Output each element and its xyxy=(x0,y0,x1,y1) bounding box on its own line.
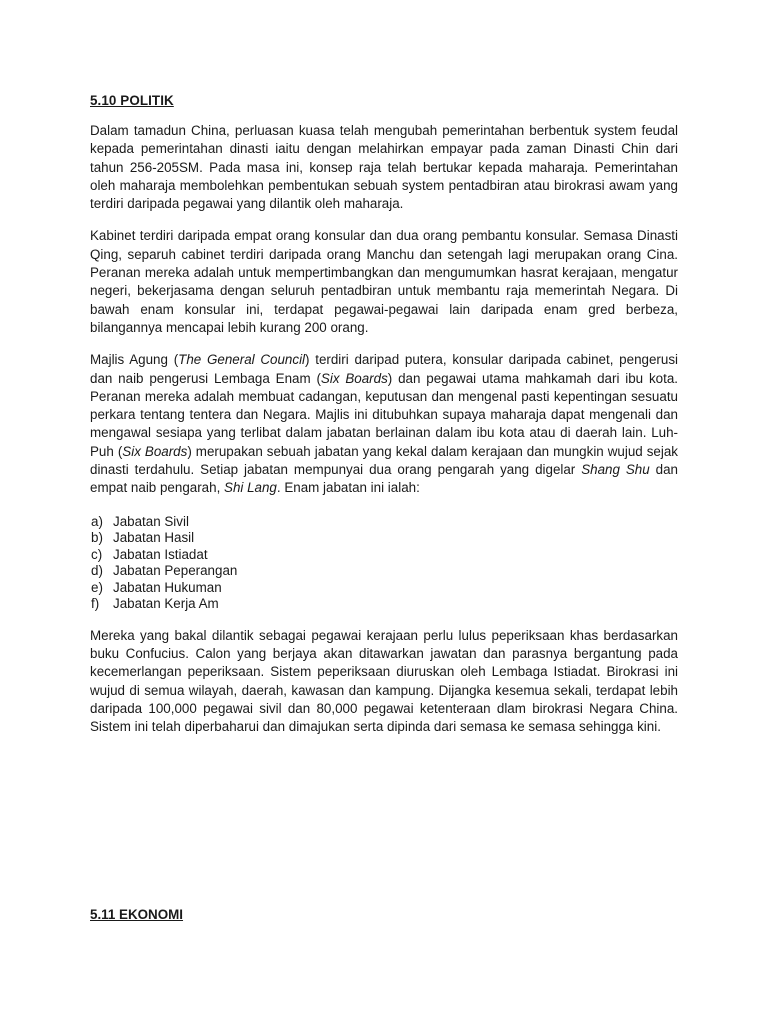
section-heading-ekonomi: 5.11 EKONOMI xyxy=(90,907,184,922)
paragraph-3-text: . Enam jabatan ini ialah: xyxy=(276,480,420,496)
paragraph-3-italic: Six Boards xyxy=(122,443,188,459)
paragraph-3-italic: Shi Lang xyxy=(224,480,277,496)
list-marker: d ) xyxy=(90,563,113,580)
paragraph-3-text: Majlis Agung ( xyxy=(90,352,179,368)
list-item xyxy=(90,563,678,580)
paragraph-3-text: dan empat naib pengarah, xyxy=(90,462,679,496)
paragraph-3-text: ) merupakan sebuah jabatan yang kekal dalam kerajaan dan mungkin wujud sejak dinasti terdahulu. Setiap jabatan mempunyai dua orang pengarah yang digelar xyxy=(90,443,678,478)
paragraph-3-text: ) terdiri daripad putera, konsular daripada cabinet, pengerusi dan naib pengerusi Lembaga Enam ( xyxy=(90,352,678,386)
list-item xyxy=(90,580,678,597)
list-marker: b ) xyxy=(90,530,113,547)
paragraph-3-italic: Shang Shu xyxy=(581,462,650,478)
list-item-text: Jabatan Istiadat xyxy=(113,546,208,562)
section-heading-politik: 5.10 POLITIK xyxy=(90,93,174,108)
paragraph-1: Dalam tamadun China, perluasan kuasa telah mengubah pemerintahan berbentuk system feudal kepada pemerintahan dinasti iaitu dengan melahirkan empayar pada zaman Dinasti Chin dari tahun 256-205SM. Pada masa ini, konsep raja telah bertukar kepada maharaja. Pemerintahan oleh maharaja membolehkan pembentukan sebuah system pentadbiran atau birokrasi awam yang terdiri daripada pegawai yang dilantik oleh maharaja. xyxy=(90,123,678,212)
list-marker: c ) xyxy=(90,547,113,564)
paragraph-3 xyxy=(90,351,678,497)
list-item-text: Jabatan Sivil xyxy=(113,513,189,529)
list-item xyxy=(90,547,678,564)
list-marker: e ) xyxy=(90,580,113,597)
list-item xyxy=(90,514,678,531)
list-item xyxy=(90,596,678,613)
list-item-text: Jabatan Peperangan xyxy=(113,563,238,579)
paragraph-3-italic: The General Council xyxy=(178,352,306,368)
department-list xyxy=(90,514,678,613)
list-item-text: Jabatan Kerja Am xyxy=(113,596,219,612)
list-item-text: Jabatan Hasil xyxy=(113,530,195,546)
paragraph-4: Mereka yang bakal dilantik sebagai pegawai kerajaan perlu lulus peperiksaan khas berdasarkan buku Confucius. Calon yang berjaya akan ditawarkan jawatan dan parasnya bergantung pada kecemerlangan peperiksaan. Sistem peperiksaan diuruskan oleh Lembaga Istiadat. Birokrasi ini wujud di semua wilayah, daerah, kawasan dan kampung. Dijangka kesemua sekali, terdapat lebih daripada 100,000 pegawai sivil dan 80,000 pegawai ketenteraan dlam birokrasi Negara China. Sistem ini telah diperbaharui dan dimajukan serta dipinda dari semasa ke semasa sehingga kini. xyxy=(90,627,678,735)
list-marker: f ) xyxy=(90,596,113,613)
paragraph-3-text: ) dan pegawai utama mahkamah dari ibu kota. Peranan mereka adalah membuat cadangan, keputusan dan mengenal pasti kepentingan sesuatu perkara tentang tentera dan Negara. Majlis ini ditubuhkan supaya maharaja dapat mengenali dan mengawal sesiapa yang terlibat dalam jabatan berlainan dalam ibu kota atau di daerah lain. Luh-Puh ( xyxy=(90,370,678,459)
paragraph-3-italic: Six Boards xyxy=(320,370,388,386)
paragraph-2: Kabinet terdiri daripada empat orang konsular dan dua orang pembantu konsular. Semasa Dinasti Qing, separuh cabinet terdiri daripada orang Manchu dan setengah lagi merupakan orang Cina. Peranan mereka adalah untuk mempertimbangkan dan mengumumkan hasrat kerajaan, mengatur negeri, bekerjasama dengan seluruh pentadbiran untuk membantu raja memerintah Negara. Di bawah enam konsular ini, terdapat pegawai-pegawai lain daripada enam gred berbeza, bilangannya mencapai lebih kurang 200 orang. xyxy=(90,228,678,335)
list-marker: a ) xyxy=(90,514,113,531)
section-politik xyxy=(90,93,678,736)
list-item xyxy=(90,530,678,547)
list-item-text: Jabatan Hukuman xyxy=(113,579,222,595)
